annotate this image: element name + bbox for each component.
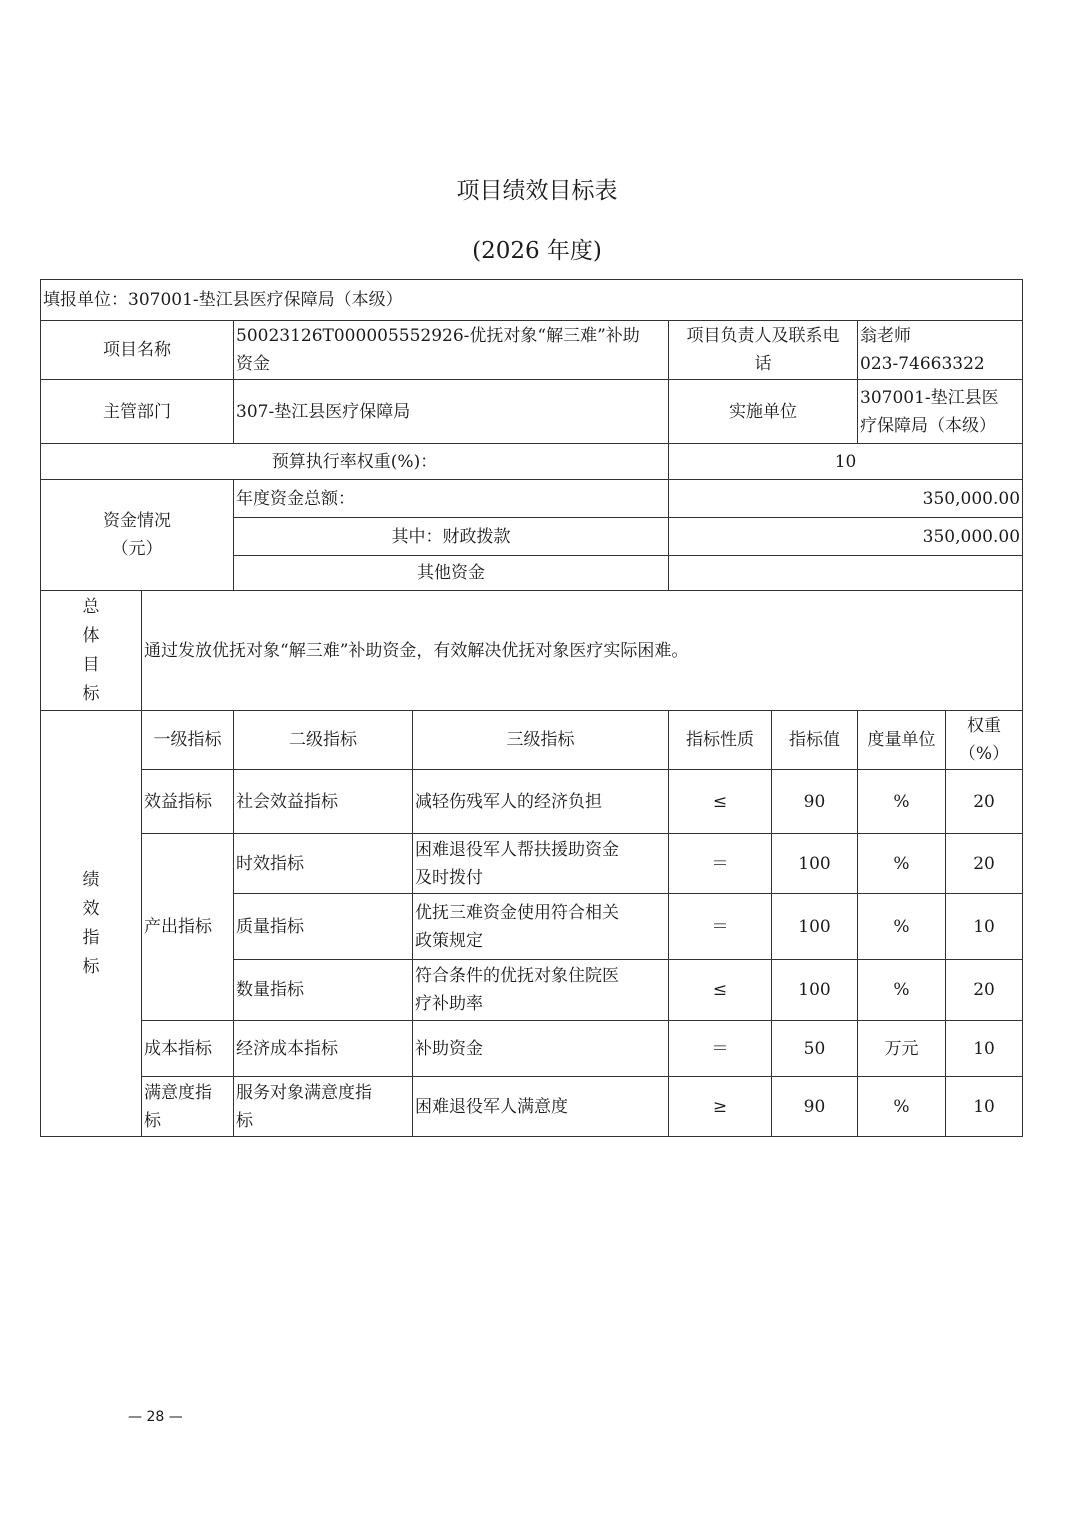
indicator-unit: %: [858, 834, 946, 894]
overall-goal-char: 目: [82, 654, 100, 675]
funds-label-line2: （元）: [111, 539, 163, 559]
indicator-level3-line1: 减轻伤残军人的经济负担: [415, 791, 602, 812]
page-number: — 28 —: [128, 1409, 183, 1425]
indicator-row: [41, 1021, 1023, 1077]
indicator-nature: ≥: [669, 1077, 772, 1137]
project-name-row: [41, 321, 1023, 380]
indicator-row: [41, 770, 1023, 834]
indicator-level3-line2: 疗补助率: [415, 994, 483, 1014]
budget-weight-value: 10: [669, 444, 1023, 480]
indicator-level3-line1: 困难退役军人帮扶援助资金: [415, 839, 619, 860]
project-name-line1: 50023126T000005552926-优抚对象“解三难”补助: [236, 326, 640, 346]
page-subtitle: (2026 年度): [472, 238, 602, 264]
overall-goal-char: 标: [82, 683, 100, 704]
performance-target-table: [40, 279, 1023, 1137]
impl-label: 实施单位: [669, 380, 858, 444]
funds-other-label: 其他资金: [234, 556, 669, 591]
project-name-value: [234, 321, 669, 380]
overall-goal-row: [41, 591, 1023, 711]
funds-fiscal-label: 其中：财政拨款: [234, 518, 669, 556]
impl-value: [858, 380, 1023, 444]
indicator-level3-line1: 困难退役军人满意度: [415, 1096, 568, 1117]
dept-value: 307-垫江县医疗保障局: [234, 380, 669, 444]
indicator-unit: 万元: [858, 1021, 946, 1077]
indicator-level2: 质量指标: [234, 894, 413, 960]
contact-value: [858, 321, 1023, 380]
funds-other-value: [669, 556, 1023, 591]
project-name-label: 项目名称: [41, 321, 234, 380]
indicator-value: 50: [772, 1021, 858, 1077]
indicator-level1-line2: 标: [144, 1110, 161, 1131]
indicator-nature: ＝: [669, 834, 772, 894]
indicator-unit: %: [858, 894, 946, 960]
indicator-value: 100: [772, 834, 858, 894]
indicator-header-row: [41, 711, 1023, 770]
funds-label-line1: 资金情况: [103, 511, 171, 531]
indicator-weight: 10: [946, 894, 1023, 960]
indicator-unit: %: [858, 770, 946, 834]
header-level3: 三级指标: [413, 711, 669, 770]
overall-goal-char: 总: [82, 596, 100, 617]
indicator-level1-line1: 满意度指: [144, 1082, 212, 1103]
indicator-weight: 10: [946, 1077, 1023, 1137]
budget-weight-row: [41, 444, 1023, 480]
indicator-value: 100: [772, 960, 858, 1021]
indicators-section-char: 效: [82, 898, 100, 919]
dept-label: 主管部门: [41, 380, 234, 444]
indicator-level3-line1: 符合条件的优抚对象住院医: [415, 966, 619, 986]
impl-value-line2: 疗保障局（本级）: [860, 415, 996, 436]
filing-unit-row: [41, 280, 1023, 321]
indicator-level2-line1: 服务对象满意度指: [236, 1082, 372, 1103]
indicator-value: 90: [772, 1077, 858, 1137]
header-unit: 度量单位: [858, 711, 946, 770]
header-weight-line2: （%）: [958, 744, 1010, 764]
indicator-level3-line2: 政策规定: [415, 930, 483, 951]
header-value: 指标值: [772, 711, 858, 770]
impl-value-line1: 307001-垫江县医: [860, 387, 999, 408]
indicator-unit: %: [858, 960, 946, 1021]
indicators-section-char: 绩: [82, 869, 100, 890]
filing-unit: 填报单位：307001-垫江县医疗保障局（本级）: [41, 280, 1023, 321]
indicator-weight: 20: [946, 960, 1023, 1021]
indicator-level3: [413, 770, 669, 834]
funds-label: [41, 480, 234, 591]
indicator-level2: 社会效益指标: [234, 770, 413, 834]
contact-label: [669, 321, 858, 380]
indicator-level1: 成本指标: [142, 1021, 234, 1077]
indicator-level1: 产出指标: [142, 834, 234, 1021]
department-row: [41, 380, 1023, 444]
overall-goal-label: [41, 591, 142, 711]
indicator-weight: 20: [946, 770, 1023, 834]
contact-phone: 023-74663322: [860, 354, 985, 374]
indicator-nature: ＝: [669, 1021, 772, 1077]
indicator-weight: 20: [946, 834, 1023, 894]
indicator-level2: [234, 1077, 413, 1137]
header-weight: [946, 711, 1023, 770]
indicator-level3-line1: 补助资金: [415, 1038, 483, 1059]
funds-total-label: 年度资金总额：: [234, 480, 669, 518]
indicator-value: 90: [772, 770, 858, 834]
indicator-level2: 时效指标: [234, 834, 413, 894]
indicator-nature: ≤: [669, 960, 772, 1021]
indicator-nature: ＝: [669, 894, 772, 960]
page-title: 项目绩效目标表: [456, 178, 618, 204]
indicator-row: [41, 834, 1023, 894]
project-name-line2: 资金: [236, 354, 270, 374]
contact-label-line2: 话: [754, 354, 772, 374]
overall-goal-text: 通过发放优抚对象“解三难”补助资金，有效解决优抚对象医疗实际困难。: [142, 591, 1023, 711]
indicator-level2: 经济成本指标: [234, 1021, 413, 1077]
indicator-level3-line2: 及时拨付: [415, 867, 483, 888]
indicator-level3: [413, 960, 669, 1021]
indicator-level2-line2: 标: [236, 1110, 253, 1131]
indicator-level3: [413, 894, 669, 960]
contact-name: 翁老师: [860, 326, 911, 346]
budget-weight-label: 预算执行率权重(%)：: [41, 444, 669, 480]
indicator-row: [41, 1077, 1023, 1137]
funds-total-row: [41, 480, 1023, 518]
overall-goal-char: 体: [82, 625, 100, 646]
funds-fiscal-value: 350,000.00: [669, 518, 1023, 556]
indicators-section-char: 指: [82, 927, 100, 948]
contact-label-line1: 项目负责人及联系电: [686, 326, 840, 346]
indicator-level1: 效益指标: [142, 770, 234, 834]
header-weight-line1: 权重: [967, 716, 1001, 736]
indicators-section-label: [41, 711, 142, 1137]
indicator-value: 100: [772, 894, 858, 960]
indicator-level3: [413, 1077, 669, 1137]
funds-total-value: 350,000.00: [669, 480, 1023, 518]
indicator-level3: [413, 1021, 669, 1077]
indicator-level1: [142, 1077, 234, 1137]
header-nature: 指标性质: [669, 711, 772, 770]
indicator-level2: 数量指标: [234, 960, 413, 1021]
indicators-section-char: 标: [82, 956, 100, 977]
indicator-weight: 10: [946, 1021, 1023, 1077]
header-level2: 二级指标: [234, 711, 413, 770]
header-level1: 一级指标: [142, 711, 234, 770]
indicator-level3: [413, 834, 669, 894]
indicator-nature: ≤: [669, 770, 772, 834]
indicator-level3-line1: 优抚三难资金使用符合相关: [415, 902, 619, 923]
indicator-unit: %: [858, 1077, 946, 1137]
